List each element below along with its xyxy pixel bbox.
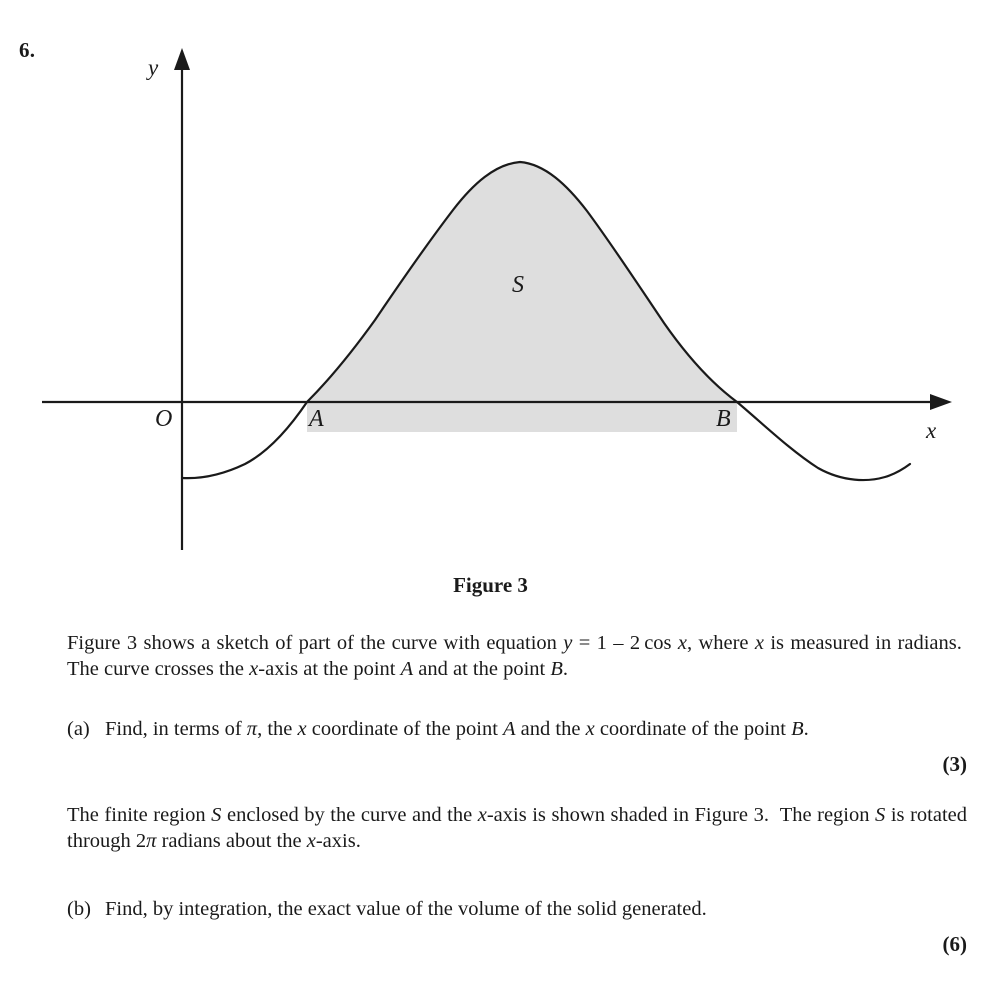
rotation-paragraph: The finite region S enclosed by the curve and the x-axis is shown shaded in Figure 3. The region S is rotated through 2π radians about the x-axis. bbox=[67, 804, 967, 852]
x-axis-label: x bbox=[926, 418, 937, 443]
part-a bbox=[67, 716, 967, 742]
figure-3-graph bbox=[0, 30, 981, 570]
region-s-label: S bbox=[512, 272, 524, 298]
point-a-label: A bbox=[309, 406, 324, 432]
part-a-tag: (a) bbox=[67, 718, 90, 740]
part-a-text: Find, in terms of π, the x coordinate of the point A and the x coordinate of the point B. bbox=[105, 718, 809, 740]
part-b-tag: (b) bbox=[67, 898, 91, 920]
part-a-marks: (3) bbox=[942, 752, 967, 776]
question-number: 6. bbox=[19, 38, 36, 62]
y-axis-arrowhead bbox=[174, 48, 190, 70]
x-axis-arrowhead bbox=[930, 394, 952, 410]
figure-caption: Figure 3 bbox=[453, 573, 528, 597]
origin-label: O bbox=[155, 406, 173, 432]
part-b bbox=[67, 896, 967, 922]
point-b-label: B bbox=[716, 406, 731, 432]
part-b-marks: (6) bbox=[942, 932, 967, 956]
y-axis-label: y bbox=[148, 55, 159, 80]
part-b-text: Find, by integration, the exact value of the volume of the solid generated. bbox=[105, 898, 707, 920]
intro-paragraph: Figure 3 shows a sketch of part of the curve with equation y = 1 – 2 cos x, where x is measured in radians. The curve crosses the x-axis at the point A and at the point B. bbox=[67, 632, 967, 680]
figure-svg bbox=[0, 30, 981, 570]
